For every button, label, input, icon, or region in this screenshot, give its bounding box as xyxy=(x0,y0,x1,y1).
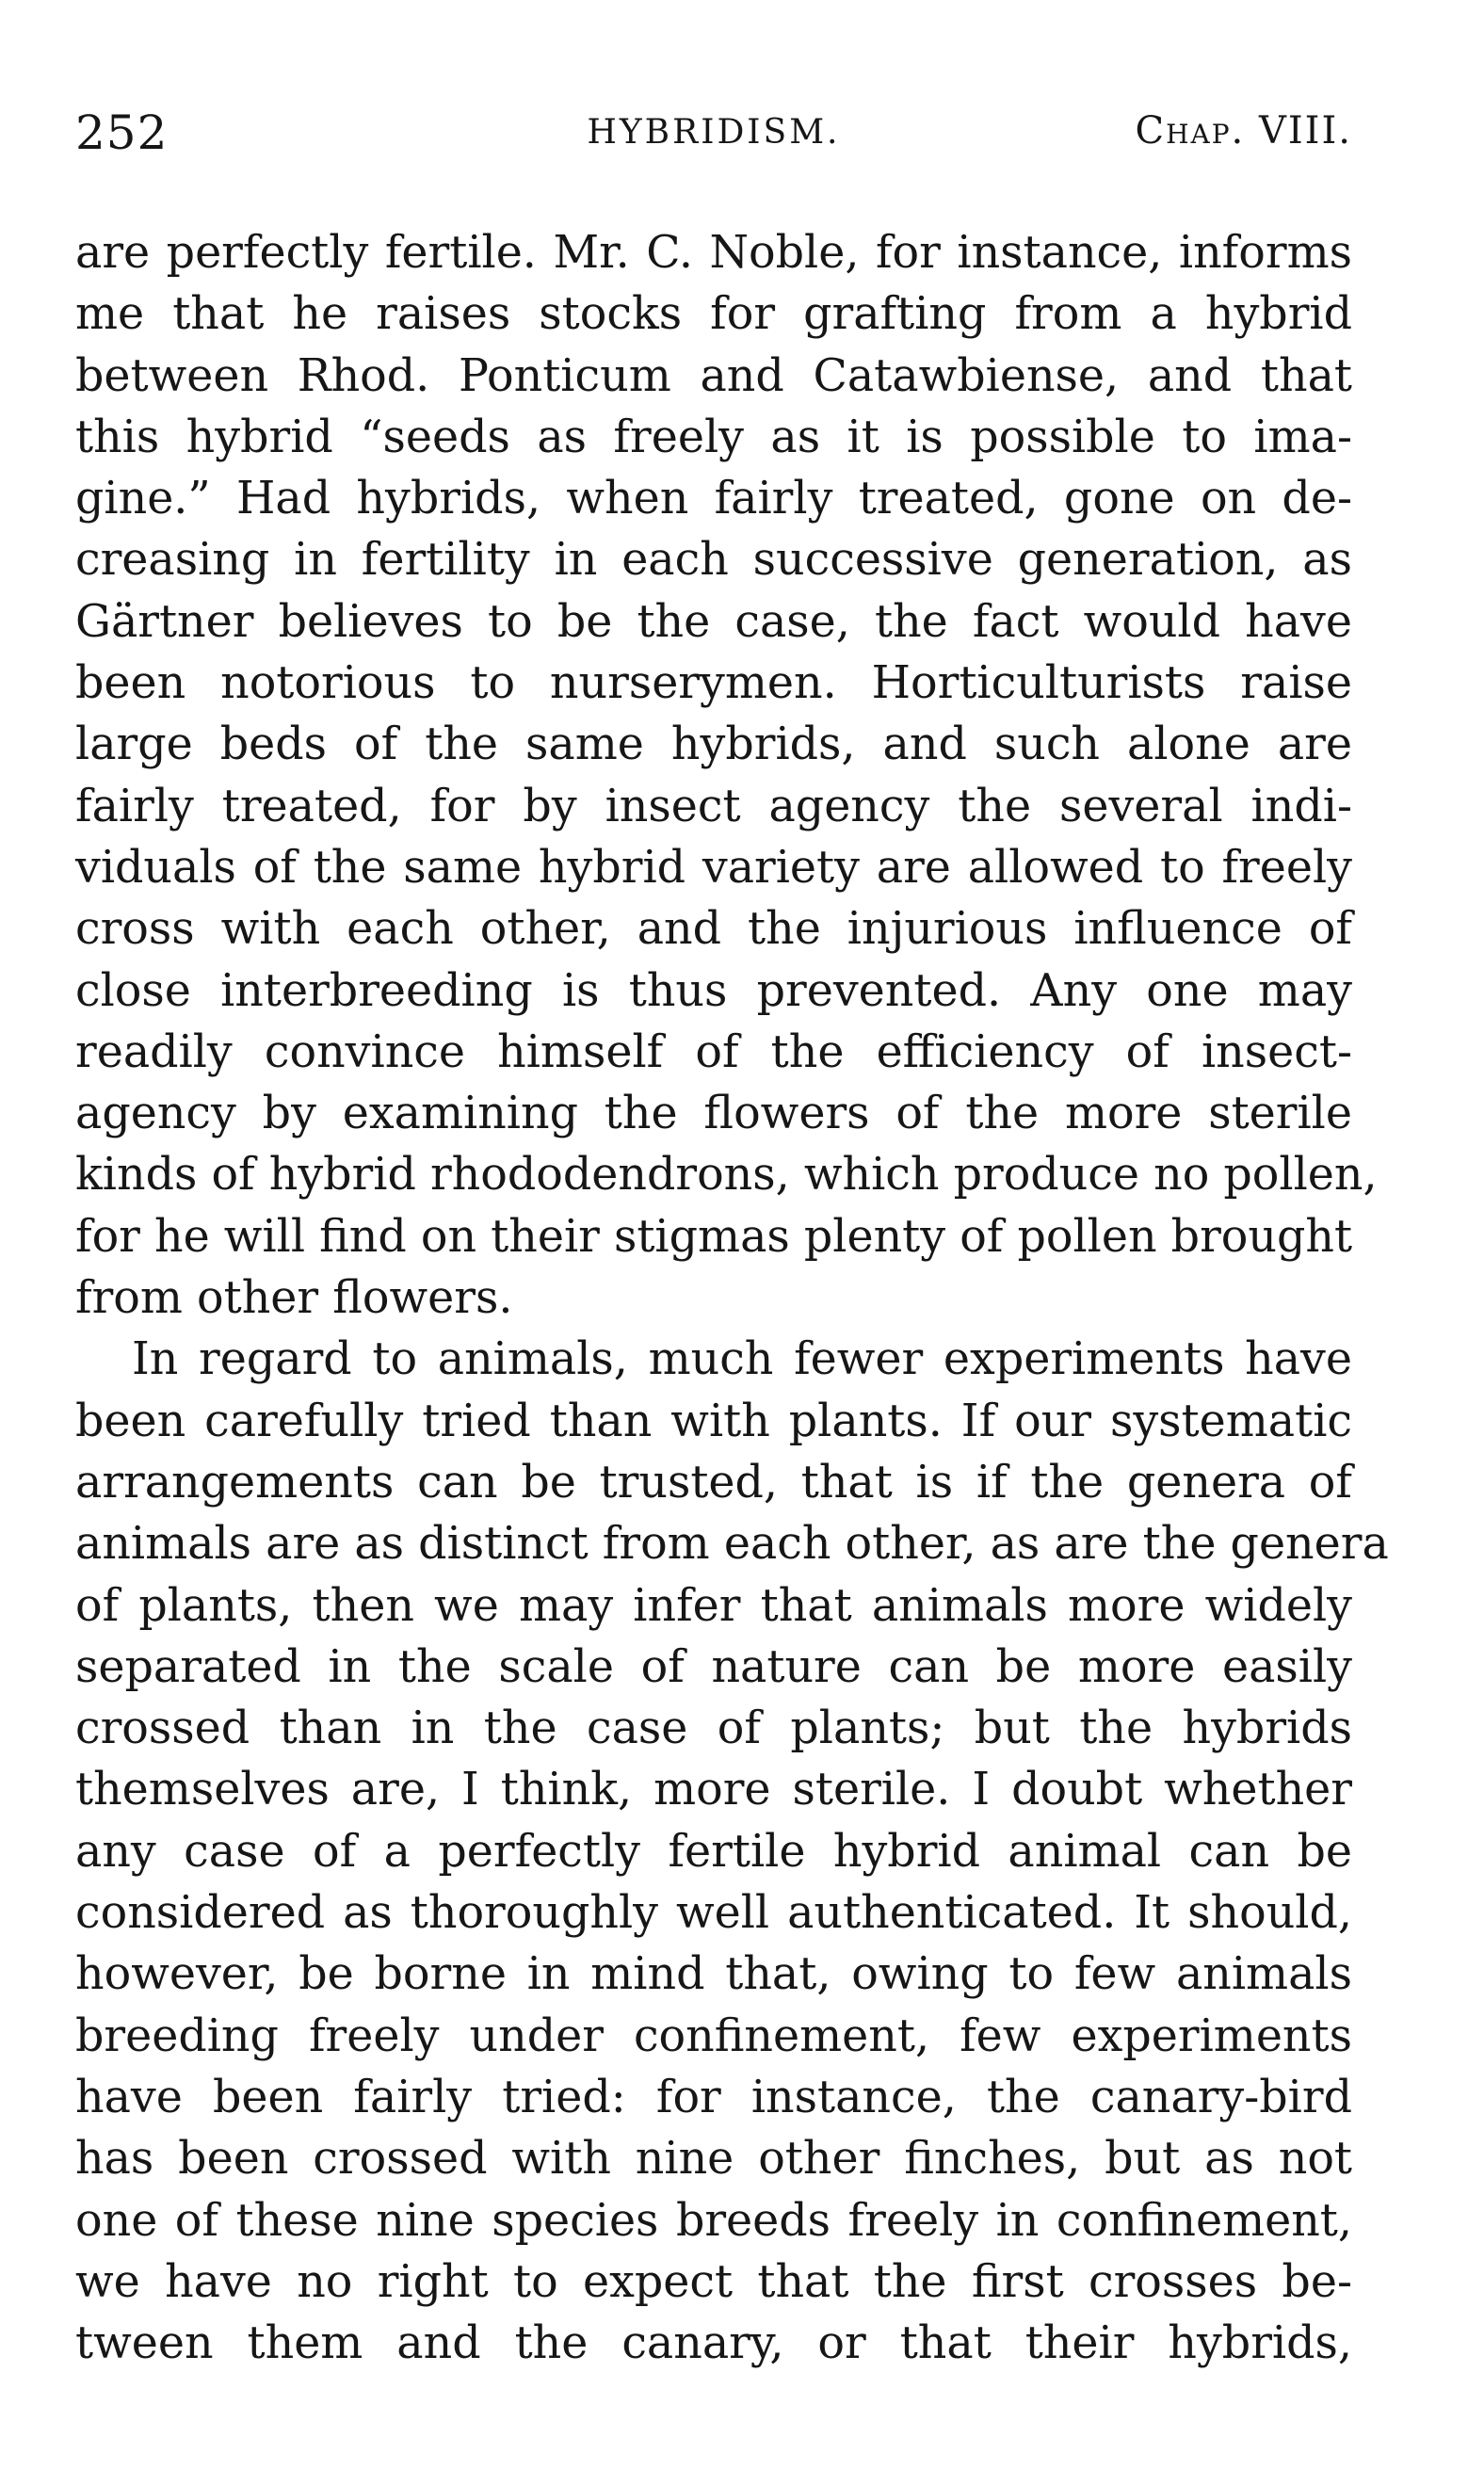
running-title: HYBRIDISM. xyxy=(587,113,841,152)
paragraph-1 xyxy=(75,222,1378,1329)
text-line: separated in the scale of nature can be more easily xyxy=(75,1640,1352,1693)
text-line: of plants, then we may infer that animals more widely xyxy=(75,1579,1352,1632)
page-header xyxy=(75,105,1352,171)
text-line: creasing in fertility in each successive generation, as xyxy=(75,534,1352,587)
body-text xyxy=(75,222,1389,2374)
text-line: any case of a perfectly fertile hybrid animal can be xyxy=(75,1825,1352,1878)
text-line: fairly treated, for by insect agency the several indi- xyxy=(75,780,1352,832)
text-line: arrangements can be trusted, that is if the genera of xyxy=(75,1456,1352,1509)
text-line: been notorious to nurserymen. Horticulturists raise xyxy=(75,657,1352,710)
text-line: close interbreeding is thus prevented. Any one may xyxy=(75,964,1352,1017)
text-line: one of these nine species breeds freely in confinement, xyxy=(75,2194,1352,2247)
text-line: agency by examining the flowers of the more sterile xyxy=(75,1088,1352,1140)
text-line: viduals of the same hybrid variety are allowed to freely xyxy=(75,841,1352,894)
text-line: this hybrid “seeds as freely as it is possible to ima- xyxy=(75,411,1352,463)
text-line: In regard to animals, much fewer experiments have xyxy=(132,1333,1352,1386)
text-line: been carefully tried than with plants. If our systematic xyxy=(75,1395,1352,1447)
text-line: have been fairly tried: for instance, the canary-bird xyxy=(75,2071,1352,2123)
text-line: tween them and the canary, or that their hybrids, xyxy=(75,2317,1352,2370)
text-line: animals are as distinct from each other, as are the genera xyxy=(75,1518,1389,1571)
text-line: breeding freely under confinement, few experiments xyxy=(75,2009,1352,2062)
text-line: crossed than in the case of plants; but the hybrids xyxy=(75,1702,1352,1755)
text-line: cross with each other, and the injurious influence of xyxy=(75,903,1352,956)
text-line: gine.” Had hybrids, when fairly treated, gone on de- xyxy=(75,473,1352,525)
page-number: 252 xyxy=(75,105,169,160)
text-line: between Rhod. Ponticum and Catawbiense, and that xyxy=(75,349,1352,402)
text-line: Gärtner believes to be the case, the fact would have xyxy=(75,595,1352,648)
text-line: are perfectly fertile. Mr. C. Noble, for instance, informs xyxy=(75,227,1352,279)
text-line: from other flowers. xyxy=(75,1272,513,1325)
text-line: has been crossed with nine other finches, but as not xyxy=(75,2133,1352,2186)
text-line: large beds of the same hybrids, and such alone are xyxy=(75,718,1352,771)
paragraph-2 xyxy=(75,1329,1389,2374)
text-line: however, be borne in mind that, owing to few animals xyxy=(75,1948,1352,2001)
text-line: readily convince himself of the efficiency of insect- xyxy=(75,1025,1352,1078)
text-line: we have no right to expect that the first crosses be- xyxy=(75,2255,1352,2308)
text-line: themselves are, I think, more sterile. I doubt whether xyxy=(75,1764,1352,1816)
text-line: for he will find on their stigmas plenty of pollen brought xyxy=(75,1210,1353,1263)
chapter-label: Chap. VIII. xyxy=(1135,109,1352,153)
text-line: considered as thoroughly well authenticated. It should, xyxy=(75,1887,1352,1940)
text-line: kinds of hybrid rhododendrons, which produce no pollen, xyxy=(75,1149,1378,1202)
text-line: me that he raises stocks for grafting from a hybrid xyxy=(75,288,1352,341)
